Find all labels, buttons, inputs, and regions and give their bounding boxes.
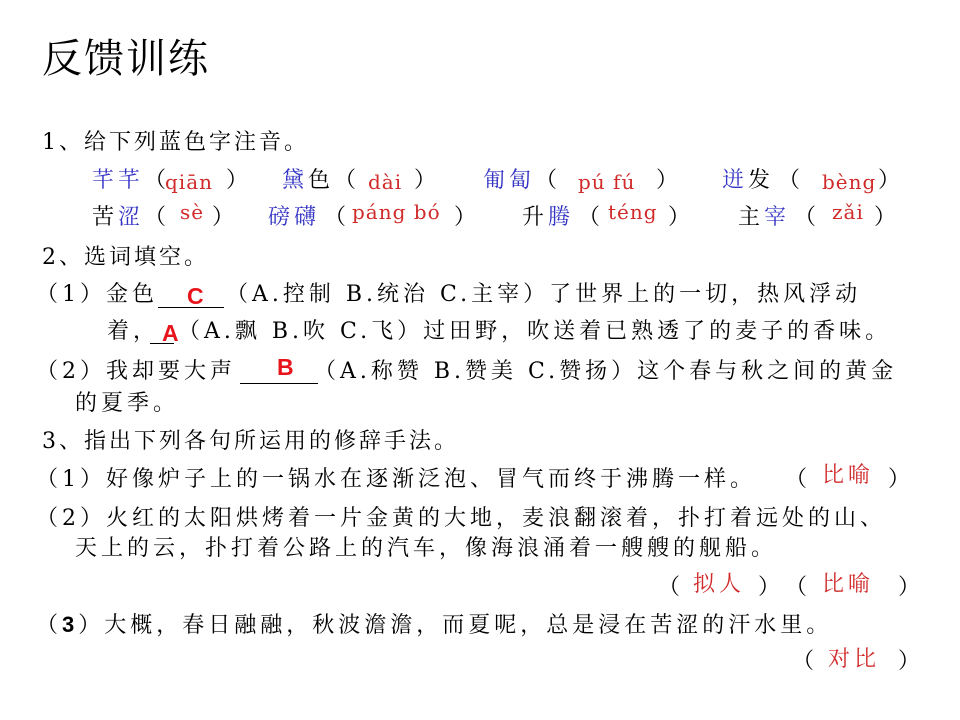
open-paren: （	[535, 168, 562, 193]
word-char: 匍	[483, 168, 510, 193]
item-number: 1	[62, 467, 81, 492]
word-char: 宰	[764, 205, 791, 230]
close-paren: ）	[878, 168, 905, 193]
pinyin-answer: qiān	[165, 170, 214, 194]
sentence-text: 好像炉子上的一锅水在逐渐泛泡、冒气而终于沸腾一样。	[106, 467, 757, 492]
answer-letter: A	[162, 320, 179, 346]
label-open-paren: （	[36, 359, 63, 384]
target-word	[522, 205, 574, 231]
label-open-paren: （	[36, 613, 63, 638]
rhetoric-answer: 比喻	[822, 572, 875, 597]
close-paren: ）	[874, 205, 901, 230]
slide-title: 反馈训练	[42, 36, 210, 82]
pinyin-answer: páng bó	[352, 200, 441, 224]
word-char: 黛	[282, 168, 309, 193]
word-char: 磅	[268, 205, 295, 230]
rhetoric-item-1	[36, 467, 756, 493]
target-word	[738, 205, 790, 231]
pinyin-answer: dài	[368, 170, 403, 194]
rhetoric-answer: 对比	[828, 647, 881, 672]
sentence-text: 天上的云，扑打着公路上的汽车，像海浪涌着一艘艘的舰船。	[75, 536, 778, 561]
word-char: 芊	[92, 168, 119, 193]
word-char: 苦	[92, 205, 119, 230]
item-number: 2	[62, 359, 81, 384]
rhetoric-item-3	[36, 612, 832, 639]
question-1-heading: 1、给下列蓝色字注音。	[42, 130, 309, 155]
pinyin-answer: sè	[180, 200, 205, 224]
fill-blank-1-start	[36, 282, 158, 308]
target-word	[92, 205, 144, 231]
item-number: 3	[62, 612, 79, 637]
fill-blank-2-start	[36, 359, 236, 385]
target-word	[268, 205, 320, 231]
question-2-heading: 2、选词填空。	[42, 245, 209, 270]
close-paren: ）	[656, 168, 683, 193]
target-word	[92, 168, 144, 194]
close-paren: ）	[668, 205, 695, 230]
answer-close-paren: ）	[758, 575, 785, 600]
target-word	[722, 168, 774, 194]
open-paren: （	[144, 168, 171, 193]
label-open-paren: （	[36, 282, 63, 307]
answer-close-paren: ）	[898, 575, 925, 600]
target-word	[483, 168, 535, 194]
close-paren: ）	[414, 168, 441, 193]
sentence-text: （A.控制 B.统治 C.主宰）了世界上的一切，热风浮动	[226, 282, 862, 307]
pinyin-answer: pú fú	[578, 170, 636, 194]
sentence-text: 着，	[107, 319, 160, 344]
close-paren: ）	[454, 205, 481, 230]
pinyin-answer: zǎi	[832, 200, 864, 224]
word-char: 涩	[118, 205, 145, 230]
rhetoric-answer: 比喻	[822, 463, 875, 488]
label-open-paren: （	[36, 467, 63, 492]
answer-open-paren: （	[785, 575, 812, 600]
word-char: 发	[748, 168, 775, 193]
label-close-paren: ）	[78, 613, 105, 638]
open-paren: （	[334, 168, 361, 193]
sentence-text: 我却要大声	[106, 359, 237, 384]
sentence-text: （A.称赞 B.赞美 C.赞扬）这个春与秋之间的黄金	[314, 359, 898, 384]
answer-open-paren: （	[658, 575, 685, 600]
word-char: 礴	[294, 205, 321, 230]
pinyin-answer: téng	[608, 200, 658, 224]
word-char: 芊	[118, 168, 145, 193]
sentence-text: （A.飘 B.吹 C.飞）过田野，吹送着已熟透了的麦子的香味。	[178, 319, 892, 344]
sentence-text: 的夏季。	[75, 391, 180, 416]
pinyin-answer: bèng	[822, 170, 877, 194]
label-close-paren: ）	[80, 282, 107, 307]
answer-close-paren: ）	[888, 467, 915, 492]
answer-open-paren: （	[792, 649, 819, 674]
word-char: 升	[522, 205, 549, 230]
word-char: 迸	[722, 168, 749, 193]
rhetoric-answer: 拟人	[693, 572, 746, 597]
open-paren: （	[324, 205, 351, 230]
sentence-text: 火红的太阳烘烤着一片金黄的大地，麦浪翻滚着，扑打着远处的山、	[106, 506, 887, 531]
answer-letter: B	[277, 354, 294, 380]
word-char: 主	[738, 205, 765, 230]
sentence-text: 大概，春日融融，秋波澹澹，而夏呢，总是浸在苦涩的汗水里。	[104, 613, 833, 638]
label-open-paren: （	[36, 506, 63, 531]
item-number: 2	[62, 506, 81, 531]
answer-open-paren: （	[785, 467, 812, 492]
close-paren: ）	[226, 168, 253, 193]
answer-blank-underline	[240, 383, 318, 384]
close-paren: ）	[212, 205, 239, 230]
open-paren: （	[578, 205, 605, 230]
word-char: 腾	[548, 205, 575, 230]
open-paren: （	[778, 168, 805, 193]
label-close-paren: ）	[80, 467, 107, 492]
word-char: 色	[308, 168, 335, 193]
sentence-text: 金色	[106, 282, 159, 307]
open-paren: （	[794, 205, 821, 230]
open-paren: （	[144, 205, 171, 230]
word-char: 匐	[509, 168, 536, 193]
rhetoric-item-2	[36, 506, 886, 532]
target-word	[282, 168, 334, 194]
item-number: 1	[62, 282, 81, 307]
answer-close-paren: ）	[898, 649, 925, 674]
label-close-paren: ）	[80, 359, 107, 384]
question-3-heading: 3、指出下列各句所运用的修辞手法。	[42, 429, 459, 454]
answer-letter: C	[187, 283, 204, 309]
label-close-paren: ）	[80, 506, 107, 531]
